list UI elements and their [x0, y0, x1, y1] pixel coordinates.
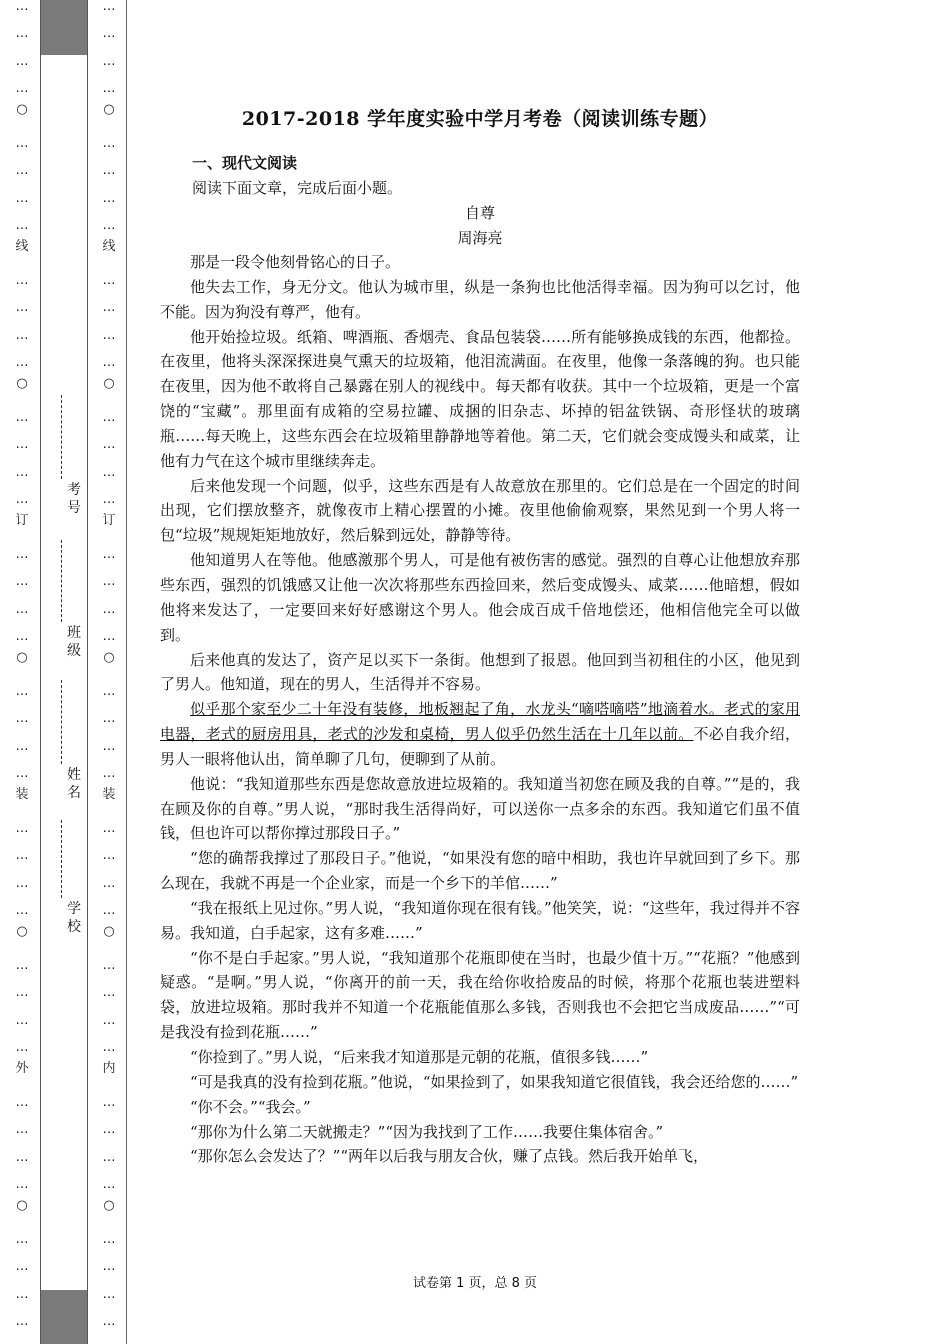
margin-dots: … [15, 547, 29, 562]
margin-dots: … [102, 492, 116, 508]
field-label-name: 姓名 [67, 767, 81, 801]
margin-dots: … [102, 738, 116, 754]
margin-dots: … [15, 629, 29, 645]
margin-dots: … [15, 464, 29, 480]
field-label-class: 班级 [67, 625, 81, 659]
dialogue-paragraph: “那你怎么会发达了？”“两年以后我与朋友合伙，赚了点钱。然后我开始单飞， [190, 1147, 709, 1166]
margin-dots: … [102, 81, 116, 97]
article-title: 自尊 [464, 204, 495, 222]
margin-label: 线 [102, 239, 116, 254]
margin-dots: … [15, 163, 29, 179]
margin-dots: … [15, 1286, 29, 1302]
margin-label: 装 [15, 787, 29, 802]
margin-dots: … [102, 410, 116, 425]
margin-circle: ○ [103, 1198, 115, 1213]
margin-dots: … [102, 26, 116, 42]
margin-dots: … [102, 875, 116, 891]
margin-dots: … [15, 327, 29, 343]
margin-label: 内 [102, 1061, 116, 1076]
paragraph: 他失去工作，身无分文。他认为城市里，纵是一条狗也比他活得幸福。因为狗可以乞讨，他不能。因为狗没有尊严，他有。 [160, 277, 800, 321]
strip-shade-bottom [41, 1290, 87, 1344]
margin-dots: … [102, 163, 116, 179]
margin-dots: … [15, 437, 29, 453]
margin-dots: … [15, 1232, 29, 1247]
field-line [61, 820, 62, 898]
margin-dots: … [102, 1012, 116, 1028]
margin-dots: … [15, 574, 29, 590]
dialogue-paragraph: “可是我真的没有捡到花瓶。”他说，“如果捡到了，如果我知道它很值钱，我会还给您的……” [190, 1072, 799, 1091]
underlined-sentence: 似乎那个家至少二十年没有装修，地板翘起了角，水龙头“嘀嗒嘀嗒”地滴着水。老式的家用电器，老式的厨房用具，老式的沙发和桌椅，男人似乎仍然生活在十几年以前。 [160, 700, 800, 744]
margin-dots: … [102, 437, 116, 453]
margin-label: 装 [102, 787, 116, 802]
margin-dots: … [102, 903, 116, 919]
margin-circle: ○ [103, 924, 115, 939]
margin-label: 订 [102, 513, 116, 528]
margin-dots: … [102, 958, 116, 973]
margin-circle: ○ [16, 102, 28, 117]
dialogue-paragraph: “你不是白手起家。”男人说，“我知道那个花瓶即使在当时，也最少值十万。”“花瓶？”他感到疑惑。“是啊。”男人说，“你离开的前一天，我在给你收拾废品的时候，将那个花瓶也装进塑料袋，放进垃圾箱。那时我并不知道一个花瓶能值那么多钱，否则我也不会把它当成废品……”“可是我没有捡到花瓶……” [160, 948, 800, 1042]
margin-dots: … [15, 355, 29, 371]
margin-dots: … [102, 547, 116, 562]
margin-dots: … [15, 875, 29, 891]
field-name[interactable] [55, 680, 85, 810]
margin-dots: … [102, 327, 116, 343]
paragraph-continuation: 不必自我介绍，男人一眼将他认出，简单聊了几句，便聊到了从前。 [160, 725, 800, 768]
dialogue-paragraph: 他说：“我知道那些东西是您故意放进垃圾箱的。我知道当初您在顾及我的自尊。”“是的，我在顾及你的自尊。”男人说，“那时我生活得尚好，可以送你一点多余的东西。我知道它们虽不值钱，但也许可以帮你撑过那段日子。” [160, 774, 800, 843]
margin-dots: … [15, 218, 29, 234]
margin-dots: … [15, 848, 29, 864]
field-school[interactable] [55, 820, 85, 940]
margin-dots: … [15, 190, 29, 206]
margin-dots: … [15, 492, 29, 508]
margin-dots: … [15, 821, 29, 836]
margin-dots: … [15, 1040, 29, 1056]
margin-dots: … [102, 355, 116, 371]
margin-dots: … [102, 711, 116, 727]
margin-dots: … [15, 1012, 29, 1028]
margin-label: 外 [15, 1061, 29, 1076]
field-line [61, 680, 62, 764]
margin-dots: … [15, 738, 29, 754]
margin-dots: … [102, 273, 116, 288]
binding-strip [40, 0, 88, 1344]
margin-dots: … [15, 958, 29, 973]
paragraph: 后来他真的发达了，资产足以买下一条街。他想到了报恩。他回到当初租住的小区，他见到了男人。他知道，现在的男人，生活得并不容易。 [160, 650, 800, 694]
strip-shade-top [41, 0, 87, 55]
margin-dots: … [15, 985, 29, 1001]
margin-dots: … [15, 26, 29, 42]
margin-dots: … [102, 574, 116, 590]
margin-dots: … [102, 848, 116, 864]
margin-circle: ○ [103, 376, 115, 391]
margin-dots: … [15, 903, 29, 919]
field-label-exam-number: 考号 [67, 482, 81, 516]
margin-circle: ○ [16, 376, 28, 391]
field-line [61, 395, 62, 479]
margin-dots: … [15, 601, 29, 617]
margin-dots: … [102, 53, 116, 69]
margin-circle: ○ [103, 650, 115, 665]
margin-dots: … [15, 410, 29, 425]
margin-dots: … [15, 136, 29, 151]
margin-circle: ○ [16, 924, 28, 939]
paragraph: 那是一段令他刻骨铭心的日子。 [190, 253, 401, 271]
field-exam-number[interactable] [55, 395, 85, 527]
margin-dots: … [102, 684, 116, 699]
margin-dots: … [102, 629, 116, 645]
field-label-school: 学校 [67, 901, 81, 935]
dialogue-paragraph: “你捡到了。”男人说，“后来我才知道那是元朝的花瓶，值很多钱……” [190, 1048, 649, 1066]
inner-binding-margin [97, 0, 121, 1344]
section-heading: 一、现代文阅读 [192, 154, 298, 172]
paragraph: 后来他发现一个问题，似乎，这些东西是有人故意放在那里的。它们总是在一个固定的时间出现，它们摆放整齐，就像夜市上精心摆置的小摊。夜里他偷偷观察，果然见到一个男人将一包“垃圾”规规矩矩地放好，然后躲到远处，静静等待。 [160, 476, 800, 545]
margin-dots: … [15, 1177, 29, 1193]
instruction-text: 阅读下面文章，完成后面小题。 [192, 179, 403, 197]
margin-dots: … [15, 1149, 29, 1165]
margin-dots: … [102, 1286, 116, 1302]
margin-dots: … [15, 300, 29, 316]
page-footer: 试卷第 1 页，总 8 页 [412, 1276, 538, 1291]
margin-dots: … [15, 1095, 29, 1110]
margin-dots: … [102, 1259, 116, 1275]
margin-dots: … [15, 711, 29, 727]
field-class[interactable] [55, 540, 85, 670]
margin-circle: ○ [103, 102, 115, 117]
margin-border-line [126, 0, 127, 1344]
margin-dots: … [15, 273, 29, 288]
margin-dots: … [102, 766, 116, 782]
margin-dots: … [102, 1122, 116, 1138]
margin-dots: … [102, 601, 116, 617]
exam-title: 2017-2018 学年度实验中学月考卷（阅读训练专题） [241, 108, 719, 130]
dialogue-paragraph: “您的确帮我撑过了那段日子。”他说，“如果没有您的暗中相助，我也许早就回到了乡下。那么现在，我就不再是一个企业家，而是一个乡下的羊倌……” [160, 849, 800, 893]
margin-dots: … [102, 300, 116, 316]
dialogue-paragraph: “你不会。”“我会。” [190, 1097, 311, 1116]
article-body [160, 250, 800, 1169]
outer-binding-margin [10, 0, 34, 1344]
margin-circle: ○ [16, 650, 28, 665]
margin-label: 订 [15, 513, 29, 528]
margin-dots: … [102, 1040, 116, 1056]
paragraph [160, 697, 800, 772]
dialogue-paragraph: “我在报纸上见过你。”男人说，“我知道你现在很有钱。”他笑笑，说：“这些年，我过得并不容易。我知道，白手起家，这有多难……” [160, 898, 800, 942]
field-line [61, 540, 62, 622]
margin-dots: … [15, 1314, 29, 1330]
margin-dots: … [102, 218, 116, 234]
paragraph: 他开始捡垃圾。纸箱、啤酒瓶、香烟壳、食品包装袋……所有能够换成钱的东西，他都捡。在夜里，他将头深深探进臭气熏天的垃圾箱，他泪流满面。在夜里，他像一条落魄的狗。也只能在夜里，因为他不敢将自己暴露在别人的视线中。每天都有收获。其中一个垃圾箱，更是一个富饶的“宝藏”。那里面有成箱的空易拉罐、成捆的旧杂志、坏掉的铝盆铁锅、奇形怪状的玻璃瓶……每天晚上，这些东西会在垃圾箱里静静地等着他。第二天，它们就会变成馒头和咸菜，让他有力气在这个城市里继续奔走。 [160, 327, 800, 470]
margin-dots: … [15, 1122, 29, 1138]
margin-dots: … [15, 53, 29, 69]
margin-dots: … [102, 136, 116, 151]
article-author: 周海亮 [457, 229, 503, 247]
margin-dots: … [15, 81, 29, 97]
margin-dots: … [102, 821, 116, 836]
margin-dots: … [102, 1232, 116, 1247]
margin-dots: … [15, 0, 29, 14]
margin-dots: … [15, 766, 29, 782]
margin-dots: … [102, 1095, 116, 1110]
dialogue-paragraph: “那你为什么第二天就搬走？”“因为我找到了工作……我要住集体宿舍。” [190, 1122, 664, 1141]
margin-dots: … [102, 985, 116, 1001]
margin-dots: … [15, 1259, 29, 1275]
margin-dots: … [102, 190, 116, 206]
margin-dots: … [102, 464, 116, 480]
paragraph: 他知道男人在等他。他感激那个男人，可是他有被伤害的感觉。强烈的自尊心让他想放弃那些东西，强烈的饥饿感又让他一次次将那些东西捡回来，然后变成馒头、咸菜……他暗想，假如他将来发达了，一定要回来好好感谢这个男人。他会成百成千倍地偿还，他相信他完全可以做到。 [160, 551, 800, 644]
margin-dots: … [102, 1177, 116, 1193]
margin-dots: … [15, 684, 29, 699]
margin-label: 线 [15, 239, 29, 254]
margin-dots: … [102, 1149, 116, 1165]
margin-dots: … [102, 1314, 116, 1330]
margin-circle: ○ [16, 1198, 28, 1213]
margin-dots: … [102, 0, 116, 14]
